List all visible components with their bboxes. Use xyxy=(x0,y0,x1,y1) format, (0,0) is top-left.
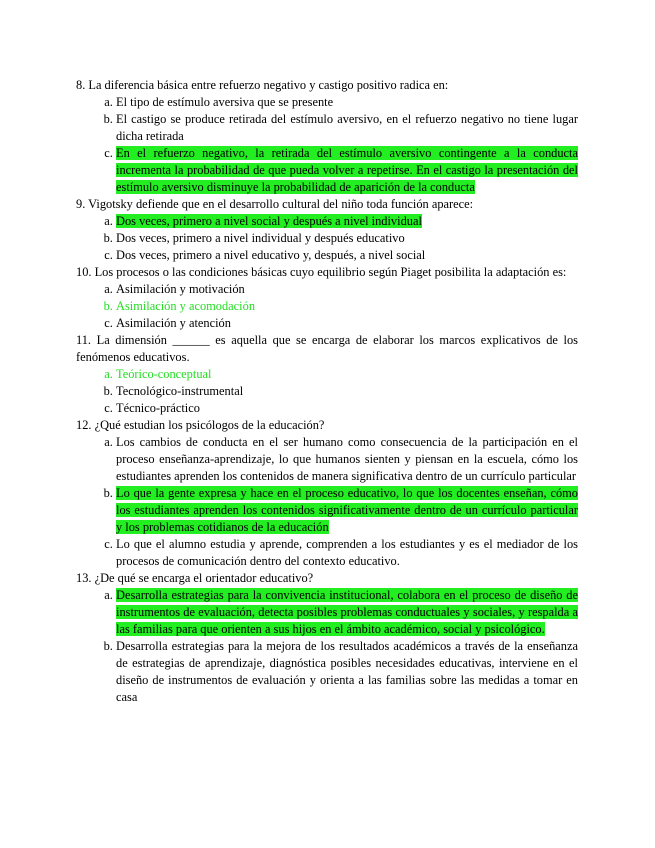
option-a xyxy=(116,434,578,485)
option-text: Desarrolla estrategias para la mejora de los resultados académicos a través de la enseñanza de estrategias de aprendizaje, diagnóstica posibles necesidades educativas, interviene en el diseño de instrumentos de evaluación y orienta a las familias sobre las medidas a tomar en casa xyxy=(116,639,578,704)
highlighted-option-text: Desarrolla estrategias para la convivencia institucional, colabora en el proceso de diseño de instrumentos de evaluación, detecta posibles problemas conductuales y sociales, y respalda a las familias para que orienten a sus hijos en el ámbito académico, social y psicológico. xyxy=(116,588,578,636)
question-10 xyxy=(76,264,578,332)
question-text: 12. ¿Qué estudian los psicólogos de la educación? xyxy=(76,418,325,432)
option-text: Asimilación y atención xyxy=(116,316,231,330)
option-text: Técnico-práctico xyxy=(116,401,200,415)
options-list xyxy=(76,587,578,706)
highlighted-option-text: En el refuerzo negativo, la retirada del estímulo aversivo contingente a la conducta incrementa la probabilidad de que pueda volver a repetirse. En el castigo la presentación del estímulo aversivo disminuye la probabilidad de aparición de la conducta xyxy=(116,146,578,194)
question-text: 13. ¿De qué se encarga el orientador educativo? xyxy=(76,571,314,585)
option-c xyxy=(116,536,578,570)
question-13 xyxy=(76,570,578,706)
option-text: Dos veces, primero a nivel individual y después educativo xyxy=(116,231,405,245)
option-b xyxy=(116,230,578,247)
option-text: El tipo de estímulo aversiva que se presente xyxy=(116,95,334,109)
options-list xyxy=(76,366,578,417)
highlighted-option-text: Dos veces, primero a nivel social y después a nivel individual xyxy=(116,214,422,228)
question-text: 10. Los procesos o las condiciones básicas cuyo equilibrio según Piaget posibilita la adaptación es: xyxy=(76,265,567,279)
question-8 xyxy=(76,77,578,196)
option-c xyxy=(116,315,578,332)
question-text: 9. Vigotsky defiende que en el desarrollo cultural del niño toda función aparece: xyxy=(76,197,474,211)
option-b-correct xyxy=(116,485,578,536)
option-c-correct xyxy=(116,145,578,196)
option-text: Lo que el alumno estudia y aprende, comprenden a los estudiantes y es el mediador de los procesos de comunicación dentro del contexto educativo. xyxy=(116,537,578,568)
option-b xyxy=(116,638,578,706)
green-option-text: Asimilación y acomodación xyxy=(116,299,256,313)
options-list xyxy=(76,434,578,570)
options-list xyxy=(76,213,578,264)
option-c xyxy=(116,247,578,264)
highlighted-option-text: Lo que la gente expresa y hace en el proceso educativo, lo que los docentes enseñan, cómo los estudiantes aprenden los contenidos significativamente dentro de un currículo particular y los problemas cotidianos de la educación xyxy=(116,486,578,534)
green-option-text: Teórico-conceptual xyxy=(116,367,212,381)
question-12 xyxy=(76,417,578,570)
options-list xyxy=(76,281,578,332)
option-b-correct xyxy=(116,298,578,315)
option-text: Tecnológico-instrumental xyxy=(116,384,244,398)
option-text: El castigo se produce retirada del estímulo aversivo, en el refuerzo negativo no tiene lugar dicha retirada xyxy=(116,112,578,143)
question-text: 11. La dimensión ______ es aquella que se encarga de elaborar los marcos explicativos de los fenómenos educativos. xyxy=(76,333,578,364)
question-9 xyxy=(76,196,578,264)
option-b xyxy=(116,383,578,400)
option-a xyxy=(116,281,578,298)
options-list xyxy=(76,94,578,196)
option-a-correct xyxy=(116,213,578,230)
question-text: 8. La diferencia básica entre refuerzo negativo y castigo positivo radica en: xyxy=(76,78,449,92)
option-c xyxy=(116,400,578,417)
option-text: Asimilación y motivación xyxy=(116,282,245,296)
option-text: Los cambios de conducta en el ser humano como consecuencia de la participación en el proceso enseñanza-aprendizaje, lo que humanos sienten y piensan en la escuela, cómo los estudiantes aprenden los contenidos de manera significativa dentro de un currículo particular xyxy=(116,435,578,483)
option-a-correct xyxy=(116,366,578,383)
option-text: Dos veces, primero a nivel educativo y, después, a nivel social xyxy=(116,248,426,262)
option-a xyxy=(116,94,578,111)
option-b xyxy=(116,111,578,145)
document-page xyxy=(76,77,578,706)
option-a-correct xyxy=(116,587,578,638)
question-11 xyxy=(76,332,578,417)
